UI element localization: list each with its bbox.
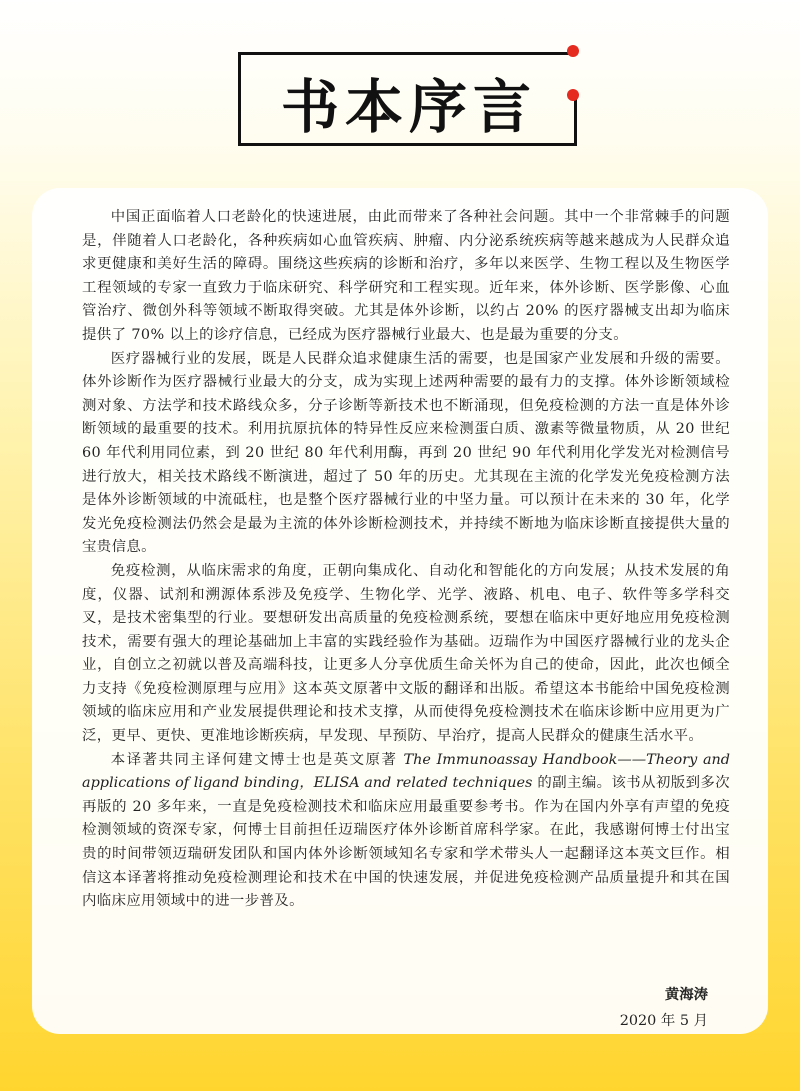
paragraph-4-intro: 本译著共同主译何建文博士也是英文原著 <box>110 751 404 768</box>
signature-block <box>620 982 708 1034</box>
page-title: 书本序言 <box>280 73 537 141</box>
paragraph-3: 免疫检测，从临床需求的角度，正朝向集成化、自动化和智能化的方向发展；从技术发展的角度，仪器、试剂和溯源体系涉及免疫学、生物化学、光学、液路、机电、电子、软件等多学科交叉，是技术密集型的行业。要想研发出高质量的免疫检测系统，要想在临床中更好地应用免疫检测技术，需要有强大的理论基础加上丰富的实践经验作为基础。迈瑞作为中国医疗器械行业的龙头企业，自创立之初就以普及高端科技，让更多人分享优质生命关怀为自己的使命，因此，此次也倾全力支持《免疫检测原理与应用》这本英文原著中文版的翻译和出版。希望这本书能给中国免疫检测领域的临床应用和产业发展提供理论和技术支撑，从而使得免疫检测技术在临床诊断中应用更为广泛，更早、更快、更准地诊断疾病，早发现、早预防、早治疗，提高人民群众的健康生活水平。 <box>82 562 730 745</box>
red-dot-decoration-top <box>567 45 579 57</box>
book-title-english: The Immunoassay Handbook——Theory and applications of ligand binding，ELISA and related techniques <box>82 751 730 792</box>
paragraph-4-body: 的副主编。该书从初版到多次再版的 20 多年来，一直是免疫检测技术和临床应用最重要参考书。作为在国内外享有声望的免疫检测领域的资深专家，何博士目前担任迈瑞医疗体外诊断首席科学家。在此，我感谢何博士付出宝贵的时间带领迈瑞研发团队和国内体外诊断领域知名专家和学术带头人一起翻译这本英文巨作。相信这本译著将推动免疫检测理论和技术在中国的快速发展，并促进免疫检测产品质量提升和其在国内临床应用领域中的进一步普及。 <box>82 775 730 910</box>
title-frame <box>238 52 574 146</box>
preface-card <box>32 188 768 1034</box>
red-dot-decoration-bottom <box>567 89 579 101</box>
paragraph-2: 医疗器械行业的发展，既是人民群众追求健康生活的需要，也是国家产业发展和升级的需要。体外诊断作为医疗器械行业最大的分支，成为实现上述两种需要的最有力的支撑。体外诊断领域检测对象、方法学和技术路线众多，分子诊断等新技术也不断涌现，但免疫检测的方法一直是体外诊断领域的最重要的技术。利用抗原抗体的特异性反应来检测蛋白质、激素等微量物质，从 20 世纪 60 年代利用同位素，到 20 世纪 80 年代利用酶，再到 20 世纪 90 年代利用化学发光对检测信号进行放大，相关技术路线不断演进，超过了 50 年的历史。尤其现在主流的化学发光免疫检测方法是体外诊断领域的中流砥柱，也是整个医疗器械行业的中坚力量。可以预计在未来的 30 年，化学发光免疫检测法仍然会是最为主流的体外诊断检测技术，并持续不断地为临床诊断直接提供大量的宝贵信息。 <box>82 350 730 556</box>
signature-date: 2020 年 5 月 <box>619 1013 708 1029</box>
author-name: 黄海涛 <box>664 987 708 1003</box>
paragraph-4 <box>82 749 730 914</box>
paragraph-1: 中国正面临着人口老龄化的快速进展，由此而带来了各种社会问题。其中一个非常棘手的问题是，伴随着人口老龄化，各种疾病如心血管疾病、肿瘤、内分泌系统疾病等越来越成为人民群众追求更健康和美好生活的障碍。围绕这些疾病的诊断和治疗，多年以来医学、生物工程以及生物医学工程领域的专家一直致力于临床研究、科学研究和工程实现。近年来，体外诊断、医学影像、心血管治疗、微创外科等领域不断取得突破。尤其是体外诊断，以约占 20% 的医疗器械支出却为临床提供了 70% 以上的诊疗信息，已经成为医疗器械行业最大、也是最为重要的分支。 <box>82 209 730 343</box>
